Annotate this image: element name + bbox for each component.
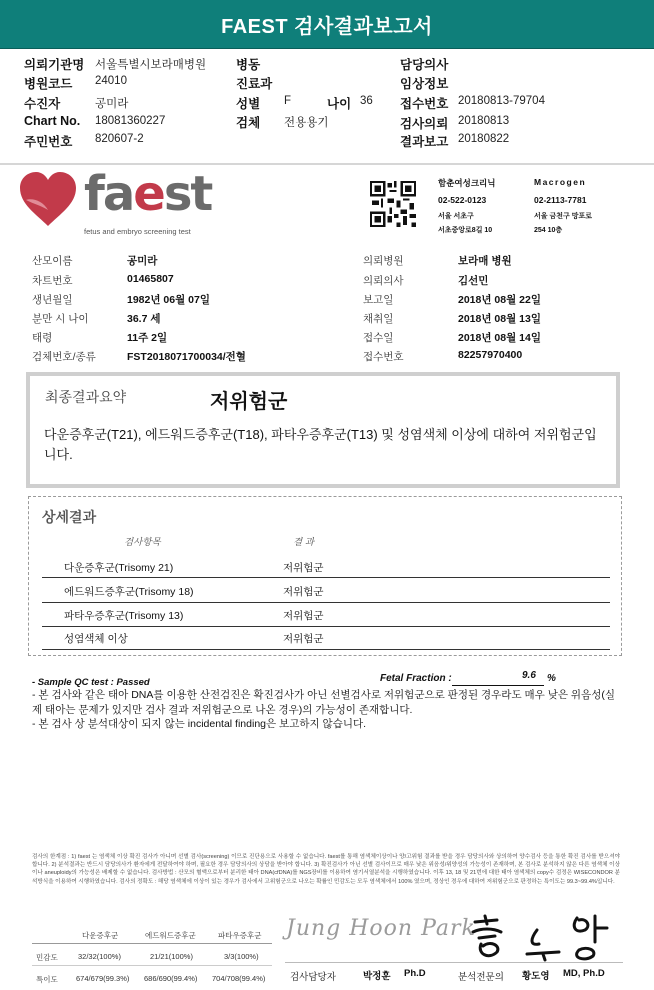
sample-label: 검체번호/종류 (32, 351, 96, 363)
chart-label: Chart No. (24, 114, 81, 128)
stats-header-t18: 에드워드증후군 (145, 931, 196, 940)
chart-no-value: 01465807 (127, 273, 174, 285)
age-at-delivery-label: 분만 시 나이 (32, 313, 89, 325)
receive-date-value: 2018년 08월 14일 (458, 332, 541, 344)
stats-row-label: 민감도 (36, 953, 58, 962)
table-row-result: 저위험군 (283, 633, 324, 645)
summary-heading: 최종결과요약 (45, 389, 127, 405)
stats-divider (32, 965, 272, 966)
row-divider (42, 602, 610, 603)
row-divider (42, 649, 610, 650)
lab2-city: 서울 금천구 망포로 (534, 213, 592, 220)
fetal-fraction-value: 9.6 (522, 670, 536, 681)
receive-no-value: 82257970400 (458, 349, 523, 361)
birth-value: 1982년 06월 07일 (127, 294, 210, 306)
gestation-label: 태령 (32, 332, 53, 344)
lab1-phone: 02-522-0123 (438, 195, 487, 205)
table-row-result: 저위험군 (283, 610, 324, 622)
hospital-code-label: 병원코드 (24, 77, 73, 91)
collect-date-value: 2018년 08월 13일 (458, 313, 541, 325)
receipt-no-value: 20180813-79704 (458, 95, 545, 107)
table-row-item: 성염색체 이상 (64, 633, 128, 645)
stats-cell: 674/679(99.3%) (76, 974, 130, 983)
doctor-label: 의뢰의사 (363, 275, 404, 287)
resident-value: 820607-2 (95, 133, 144, 145)
institution-label: 의뢰기관명 (24, 58, 85, 72)
faest-logo: faest (84, 166, 212, 222)
specimen-value: 전용용기 (284, 117, 329, 129)
signature-hwang (467, 912, 617, 964)
table-row-result: 저위험군 (283, 562, 324, 574)
resident-label: 주민번호 (24, 135, 73, 149)
signature-park: Jung Hoon Park (286, 916, 476, 941)
signer1-role: 검사담당자 (290, 972, 336, 983)
summary-text: 다운증후군(T21), 에드워드증후군(T18), 파타우증후군(T13) 및 성염색체 이상에 대하여 저위험군입니다. (44, 427, 597, 462)
receive-no-label: 접수번호 (363, 351, 404, 363)
limitations-fine-print: 검사의 한계점 : 1) faest 는 염색체 이상 확진 검사가 아니며 선별 검사(screening) 이므로 진단용으로 사용할 수 없습니다. faest를 통해 염색체이상이나 양/고위험 결과를 받을 경우 담당의사와 상의하여 양수검사 등을 통한 확진 검사를 받으셔야 합니다. 2) 분석결과는 반드시 담당의사가 환자에게 전달하여야 하며, 필요한 경우 담당의사의 상담을 받아야 합니다. 3) 확진검사가 아닌 선별 검사이므로 매우 낮은 위음성/위양성의 가능성이 존재하며, 본 검사로 분석하지 않은 다른 염색체 이상이나 aneuploidy의 가능성은 배제할 수 없습니다. 검사방법 : 산모의 혈액으로부터 분리한 태아 DNA(cfDNA)를 NGS장비를 이용하여 염기서열분석을 시행하였습니다. 이후 13, 18 및 21번에 대한 태아 염색체의 copy수 검정은 WISECONDOR 분석방식을 이용하여 시행하였습니다. 검사의 정확도 : 해당 염색체에 이상이 있는 경우가 검사에서 고위험군으로 나오는 확률인 민감도는 모두 염색체에서 100% 였으며, 정상인 경우에 대하여 저위험군으로 판정하는 특이도는 99.3~99.4%입니다. (32, 854, 620, 885)
disclaimer-note-1: - 본 검사와 같은 태아 DNA를 이용한 산전검진은 확진검사가 아닌 선별검사로 저위험군으로 판정된 경우라도 매우 낮은 위음성(실제 태아는 문제가 있지만 검사 결과 저위험군으로 나온 경우)의 가능성이 존재합니다. (32, 689, 615, 716)
stats-header-t13: 파타우증후군 (218, 931, 262, 940)
hospital-label: 의뢰병원 (363, 255, 404, 267)
receive-date-label: 접수일 (363, 332, 394, 344)
gestation-value: 11주 2일 (127, 332, 168, 344)
signer1-title: Ph.D (404, 968, 426, 979)
lab1-address: 서초중앙로8길 10 (438, 227, 493, 234)
row-divider (42, 577, 610, 578)
table-row-item: 에드워드증후군(Trisomy 18) (64, 586, 194, 598)
specimen-label: 검체 (236, 116, 261, 130)
column-header-item: 검사항목 (124, 537, 161, 548)
department-label: 진료과 (236, 77, 273, 91)
signer1-name: 박정훈 (363, 971, 391, 982)
stats-cell: 32/32(100%) (78, 952, 121, 961)
fetal-fraction-label: Fetal Fraction : (380, 673, 452, 684)
report-date2-label: 보고일 (363, 294, 394, 306)
qr-code-icon (370, 181, 416, 227)
lab1-name: 함춘여성크리닉 (438, 178, 496, 188)
patient-value: 공미라 (95, 98, 129, 110)
stats-cell: 3/3(100%) (224, 952, 259, 961)
stats-cell: 686/690(99.4%) (144, 974, 198, 983)
stats-cell: 21/21(100%) (150, 952, 193, 961)
disclaimer-note-2: - 본 검사 상 분석대상이 되지 않는 incidental finding은 보고하지 않습니다. (32, 718, 367, 730)
ward-label: 병동 (236, 58, 261, 72)
age-value: 36 (360, 95, 373, 107)
signature-divider (285, 962, 623, 963)
signer2-role: 분석전문의 (458, 972, 504, 983)
lab2-address: 254 10층 (534, 227, 563, 234)
stats-divider (32, 943, 272, 944)
stats-row-label: 특이도 (36, 975, 58, 984)
chart-no-label: 차트번호 (32, 275, 73, 287)
table-row-item: 다운증후군(Trisomy 21) (64, 562, 174, 574)
chart-value: 18081360227 (95, 115, 166, 127)
lab1-city: 서울 서초구 (438, 213, 474, 220)
lab2-name: Macrogen (534, 177, 587, 187)
row-divider (42, 626, 610, 627)
lab2-phone: 02-2113-7781 (534, 195, 587, 205)
hospital-value: 보라매 병원 (458, 255, 512, 267)
doctor-value: 김선민 (458, 275, 489, 287)
hospital-code-value: 24010 (95, 75, 127, 87)
table-row-item: 파타우증후군(Trisomy 13) (64, 610, 184, 622)
patient-label: 수진자 (24, 97, 61, 111)
clinical-info-label: 임상정보 (400, 77, 449, 91)
report-title: FAEST 검사결과보고서 (0, 0, 654, 49)
age-at-delivery-value: 36.7 세 (127, 313, 161, 325)
report-date-value: 20180822 (458, 133, 510, 145)
stats-cell: 704/708(99.4%) (212, 974, 266, 983)
logo-tagline: fetus and embryo screening test (84, 227, 191, 236)
summary-result: 저위험군 (210, 391, 288, 413)
receipt-no-label: 접수번호 (400, 97, 449, 111)
fetal-fraction-unit: % (547, 673, 556, 684)
physician-label: 담당의사 (400, 58, 449, 72)
stats-header-t21: 다운증후군 (82, 931, 119, 940)
mother-name-label: 산모이름 (32, 255, 73, 267)
fetal-fraction-underline (452, 685, 544, 686)
signer2-title: MD, Ph.D (563, 968, 605, 979)
sex-label: 성별 (236, 97, 261, 111)
mother-name-value: 공미라 (127, 255, 158, 267)
table-row-result: 저위험군 (283, 586, 324, 598)
request-label: 검사의뢰 (400, 117, 449, 131)
report-date2-value: 2018년 08월 22일 (458, 294, 541, 306)
sample-value: FST201807170003​4/전혈 (127, 351, 246, 363)
sex-value: F (284, 95, 292, 107)
column-header-result: 결 과 (293, 537, 314, 548)
signer2-name: 황도영 (522, 971, 550, 982)
header-divider (0, 163, 654, 165)
detail-heading: 상세결과 (42, 509, 97, 525)
age-label: 나이 (327, 97, 352, 111)
institution-value: 서울특별시보라매병원 (95, 59, 207, 71)
report-date-label: 결과보고 (400, 135, 449, 149)
request-value: 20180813 (458, 115, 510, 127)
sample-qc-label: - Sample QC test : Passed (32, 677, 150, 688)
birth-label: 생년월일 (32, 294, 73, 306)
collect-date-label: 채취일 (363, 313, 394, 325)
heart-logo-icon (18, 170, 78, 228)
